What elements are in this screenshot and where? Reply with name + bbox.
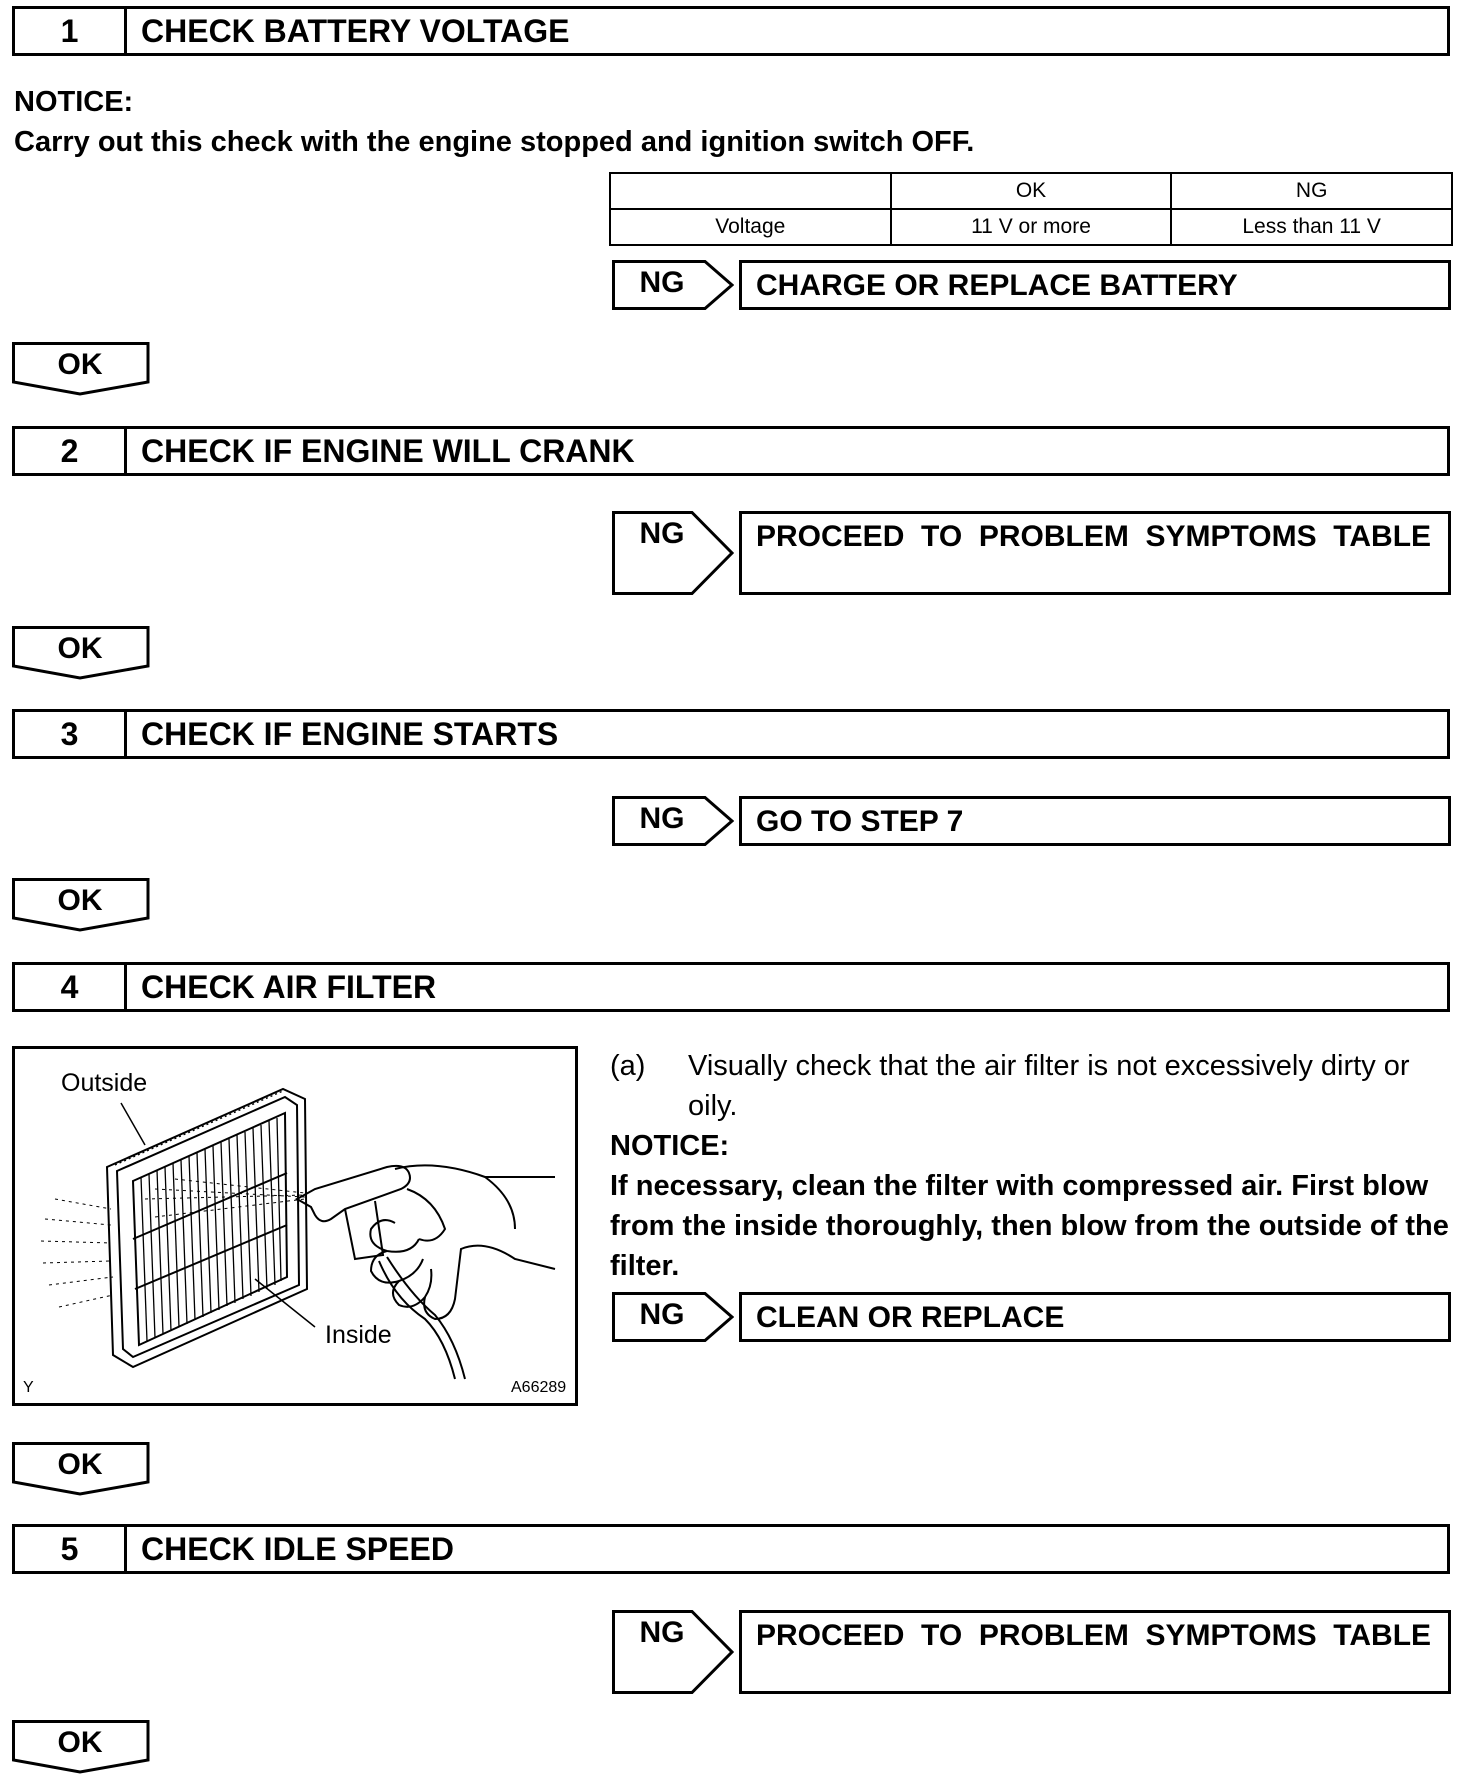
table-header-row xyxy=(610,173,1452,209)
notice-heading: NOTICE: xyxy=(610,1130,730,1162)
notice-text: Carry out this check with the engine stopped and ignition switch OFF. xyxy=(14,126,975,158)
step-number: 2 xyxy=(15,429,127,473)
ng-label: NG xyxy=(639,1616,685,1649)
ng-tag xyxy=(612,796,734,846)
ng-tag xyxy=(612,1610,734,1694)
ng-action-box: CLEAN OR REPLACE xyxy=(739,1292,1451,1342)
item-label: (a) xyxy=(610,1050,646,1082)
step-5-header xyxy=(12,1524,1450,1574)
notice-text: If necessary, clean the filter with compressed air. First blow from the inside thoroughly, then blow from the outside of the filter. xyxy=(610,1170,1449,1282)
step-title: CHECK IDLE SPEED xyxy=(141,1530,454,1567)
ok-label: OK xyxy=(57,632,103,665)
table-cell xyxy=(610,173,891,209)
step4-item xyxy=(610,1046,1454,1126)
table-cell: 11 V or more xyxy=(891,209,1172,245)
ng-tag xyxy=(612,511,734,595)
ng-action-box: CHARGE OR REPLACE BATTERY xyxy=(739,260,1451,310)
voltage-spec-table xyxy=(609,172,1453,246)
notice-heading: NOTICE: xyxy=(14,86,134,118)
ng-label: NG xyxy=(639,802,685,835)
step-4-header xyxy=(12,962,1450,1012)
ok-label: OK xyxy=(57,348,103,381)
step-title: CHECK IF ENGINE STARTS xyxy=(141,715,559,752)
label-outside: Outside xyxy=(61,1069,148,1097)
table-cell: OK xyxy=(891,173,1172,209)
ng-action-box: PROCEED TO PROBLEM SYMPTOMS TABLE xyxy=(739,1610,1451,1694)
ok-label: OK xyxy=(57,1448,103,1481)
ok-label: OK xyxy=(57,1726,103,1759)
step-number: 5 xyxy=(15,1527,127,1571)
corner-mark: Y xyxy=(23,1379,34,1396)
step-2-header xyxy=(12,426,1450,476)
ng-action-box: GO TO STEP 7 xyxy=(739,796,1451,846)
air-filter-drawing-icon xyxy=(15,1049,575,1403)
table-row xyxy=(610,209,1452,245)
label-inside: Inside xyxy=(325,1321,392,1349)
figure-id: A66289 xyxy=(511,1379,567,1396)
step-title: CHECK AIR FILTER xyxy=(141,968,437,1005)
step-3-header xyxy=(12,709,1450,759)
ok-label: OK xyxy=(57,884,103,917)
ng-label: NG xyxy=(639,266,685,299)
ok-tag xyxy=(12,342,150,396)
step-number: 3 xyxy=(15,712,127,756)
ng-action-box: PROCEED TO PROBLEM SYMPTOMS TABLE xyxy=(739,511,1451,595)
ng-label: NG xyxy=(639,517,685,550)
table-cell: Less than 11 V xyxy=(1171,209,1452,245)
step-title: CHECK IF ENGINE WILL CRANK xyxy=(141,432,635,469)
ng-tag xyxy=(612,1292,734,1342)
ok-tag xyxy=(12,626,150,680)
step-1-header xyxy=(12,6,1450,56)
table-cell: NG xyxy=(1171,173,1452,209)
ok-tag xyxy=(12,1720,150,1774)
step-title: CHECK BATTERY VOLTAGE xyxy=(141,12,570,49)
step-number: 4 xyxy=(15,965,127,1009)
ok-tag xyxy=(12,1442,150,1496)
air-filter-illustration xyxy=(12,1046,578,1406)
step-number: 1 xyxy=(15,9,127,53)
item-text: Visually check that the air filter is not excessively dirty or oily. xyxy=(688,1050,1410,1122)
ng-label: NG xyxy=(639,1298,685,1331)
ng-tag xyxy=(612,260,734,310)
table-cell: Voltage xyxy=(610,209,891,245)
ok-tag xyxy=(12,878,150,932)
